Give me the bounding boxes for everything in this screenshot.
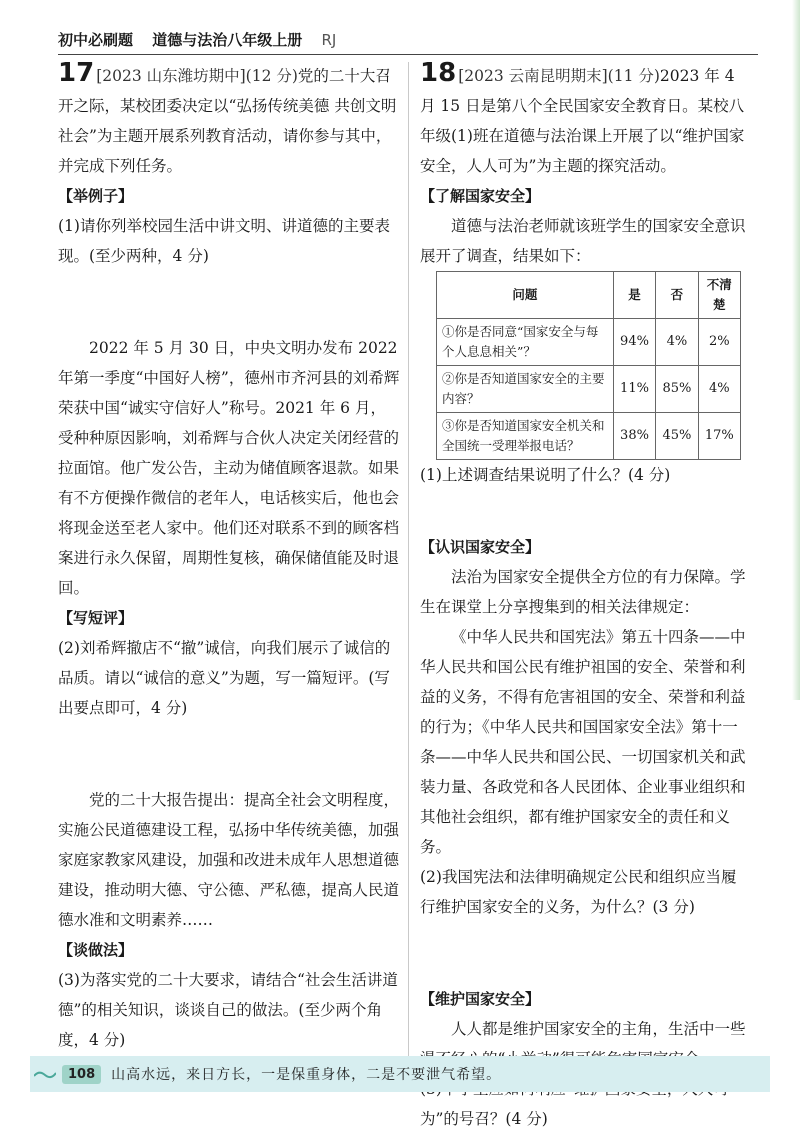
q17-section-review: 【 写短评 】: [58, 603, 400, 633]
q18-number: 18: [420, 58, 457, 88]
q18-law-text: 《中华人民共和国宪法》第五十四条——中华人民共和国公民有维护祖国的安全、荣誉和利益的义务，不得有危害祖国的安全、荣誉和利益的行为；《中华人民共和国国家安全法》第十一条——中华人民共和国公民、一切国家机关和武装力量、各政党和各人民团体、企业事业组织和其他社会组织，都有维护国家安全的责任和义务。: [420, 628, 746, 856]
q18-intro: [420, 60, 750, 181]
row-unsure: 2%: [698, 319, 740, 366]
answer-space-2: [58, 723, 400, 785]
header-question: 问题: [437, 272, 614, 319]
table-row: [437, 319, 741, 366]
q18-intro-text: 2023 年 4 月 15 日是第八个全民国家安全教育日。某校八年级(1)班在道德与法治课上开展了以“维护国家安全，人人可为”为主题的探究活动。: [420, 67, 745, 175]
q18-section-recognize: 【 认识国家安全 】: [420, 532, 750, 562]
footer-motto: 山高水远，来日方长，一是保重身体，二是不要泄气希望。: [111, 1067, 502, 1083]
page-header: [58, 26, 758, 55]
answer-space-1: [58, 271, 400, 333]
q17-material-3: 党的二十大报告提出：提高全社会文明程度，实施公民道德建设工程，弘扬中华传统美德，加强家庭家教家风建设，加强和改进未成年人思想道德建设，推动明大德、守公德、严私德，提高人民道德水准和文明素养……: [58, 791, 400, 929]
row-question: ③你是否知道国家安全机关和全国统一受理举报电话？: [437, 413, 614, 460]
page-number: 108: [62, 1065, 101, 1084]
q18-section-understand: 【 了解国家安全 】: [420, 181, 750, 211]
q18-maintain-text: 人人都是维护国家安全的主角，生活中一些: [451, 1020, 746, 1038]
page-edge-strip: [792, 0, 800, 700]
q18-question-3: 为”的号召？(4 分): [420, 1110, 548, 1128]
table-row: [437, 366, 741, 413]
q18-section-maintain: 【 维护国家安全 】: [420, 984, 750, 1014]
survey-header-row: [437, 272, 741, 319]
row-no: 45%: [656, 413, 698, 460]
series-title: 初中必刷题: [58, 31, 134, 49]
book-title: 道德与法治八年级上册: [152, 31, 303, 49]
row-unsure: 4%: [698, 366, 740, 413]
row-no: 85%: [656, 366, 698, 413]
edition-label: RJ: [321, 31, 337, 49]
q17-question-1: (1)请你列举校园生活中讲文明、讲道德的主要表现。(至少两种，4 分): [58, 217, 390, 265]
page-footer: [30, 1056, 770, 1092]
wave-decoration-icon: [34, 1069, 56, 1079]
q18-survey-intro: 道德与法治老师就该班学生的国家安全意识展开了调查，结果如下：: [420, 217, 746, 265]
row-yes: 11%: [613, 366, 655, 413]
answer-space-5: [420, 922, 750, 984]
answer-space-4: [420, 490, 750, 532]
q17-intro: [58, 60, 400, 181]
q17-section-examples: 【 举例子 】: [58, 181, 400, 211]
header-yes: 是: [613, 272, 655, 319]
header-unsure: 不清楚: [698, 272, 740, 319]
row-unsure: 17%: [698, 413, 740, 460]
row-question: ②你是否知道国家安全的主要内容？: [437, 366, 614, 413]
q18-source: [2023 云南昆明期末](11 分): [458, 67, 660, 85]
q17-question-3: (3)为落实党的二十大要求，请结合“社会生活讲道德”的相关知识，谈谈自己的做法。(至少两个角度，4 分): [58, 971, 398, 1049]
row-question: ①你是否同意“国家安全与每个人息息相关”？: [437, 319, 614, 366]
header-no: 否: [656, 272, 698, 319]
q17-question-2: (2)刘希辉撤店不“撤”诚信，向我们展示了诚信的品质。请以“诚信的意义”为题，写一篇短评。(写出要点即可，4 分): [58, 639, 391, 717]
q17-section-practice: 【 谈做法 】: [58, 935, 400, 965]
column-divider: [408, 62, 409, 1062]
q17-material-2: 2022 年 5 月 30 日，中央文明办发布 2022 年第一季度“中国好人榜”，德州市齐河县的刘希辉荣获中国“诚实守信好人”称号。2021 年 6 月，受种种原因影响，刘希辉与合伙人决定关闭经营的拉面馆。他广发公告，主动为储值顾客退款。如果有不方便操作微信的老年人，电话核实后，他也会将现金送至老人家中。他们还对联系不到的顾客档案进行永久保留，周期性复核，确保储值能及时退回。: [58, 339, 400, 597]
table-row: [437, 413, 741, 460]
q17-number: 17: [58, 58, 95, 88]
survey-table: [436, 271, 741, 460]
q18-question-1: (1)上述调查结果说明了什么？(4 分): [420, 466, 671, 484]
row-yes: 94%: [613, 319, 655, 366]
row-no: 4%: [656, 319, 698, 366]
question-17: [58, 60, 400, 1055]
question-18: [420, 60, 750, 1134]
row-yes: 38%: [613, 413, 655, 460]
q18-law-intro: 法治为国家安全提供全方位的有力保障。学生在课堂上分享搜集到的相关法律规定：: [420, 568, 746, 616]
q18-question-2: (2)我国宪法和法律明确规定公民和组织应当履行维护国家安全的义务，为什么？(3 分): [420, 868, 737, 916]
q17-intro-text: 党的二十大召开之际，某校团委决定以“弘扬传统美德 共创文明社会”为主题开展系列教育活动，请你参与其中，并完成下列任务。: [58, 67, 397, 175]
q17-source: [2023 山东潍坊期中](12 分): [96, 67, 298, 85]
